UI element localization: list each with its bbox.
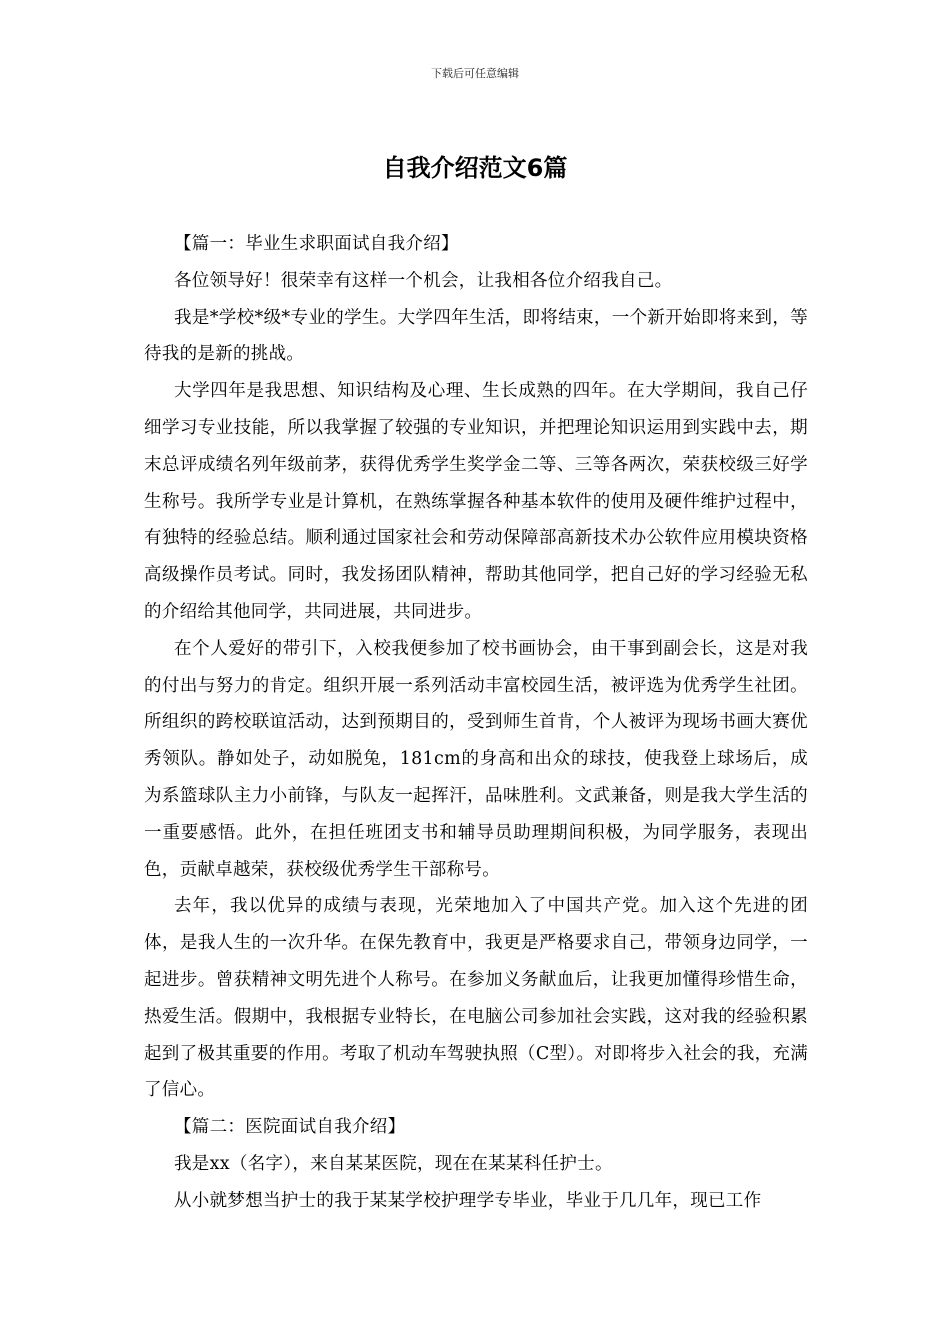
body-paragraph: 在个人爱好的带引下，入校我便参加了校书画协会，由干事到副会长，这是对我的付出与努力的肯定。组织开展一系列活动丰富校园生活，被评选为优秀学生社团。所组织的跨校联谊活动，达到预期目的，受到师生首肯，个人被评为现场书画大赛优秀领队。静如处子，动如脱兔，181cm的身高和出众的球技，使我登上球场后，成为系篮球队主力小前锋，与队友一起挥汗，品味胜利。文武兼备，则是我大学生活的一重要感悟。此外，在担任班团支书和辅导员助理期间积极，为同学服务，表现出色，贡献卓越荣，获校级优秀学生干部称号。: [144, 638, 808, 880]
section-heading-2: 【篇二：医院面试自我介绍】: [174, 1117, 406, 1138]
body-paragraph: 我是xx（名字），来自某某医院，现在在某某科任护士。: [174, 1153, 613, 1174]
body-paragraph: 去年，我以优异的成绩与表现，光荣地加入了中国共产党。加入这个先进的团体，是我人生的一次升华。在保先教育中，我更是严格要求自己，带领身边同学，一起进步。曾获精神文明先进个人称号。在参加义务献血后，让我更加懂得珍惜生命，热爱生活。假期中，我根据专业特长，在电脑公司参加社会实践，这对我的经验积累起到了极其重要的作用。考取了机动车驾驶执照（C型）。对即将步入社会的我，充满了信心。: [144, 896, 808, 1101]
body-paragraph: 大学四年是我思想、知识结构及心理、生长成熟的四年。在大学期间，我自己仔细学习专业技能，所以我掌握了较强的专业知识，并把理论知识运用到实践中去，期末总评成绩名列年级前茅，获得优秀学生奖学金二等、三等各两次，荣获校级三好学生称号。我所学专业是计算机，在熟练掌握各种基本软件的使用及硬件维护过程中，有独特的经验总结。顺利通过国家社会和劳动保障部高新技术办公软件应用模块资格高级操作员考试。同时，我发扬团队精神，帮助其他同学，把自己好的学习经验无私的介绍给其他同学，共同进展，共同进步。: [144, 381, 808, 622]
document-body: [144, 226, 808, 1220]
body-paragraph: 我是*学校*级*专业的学生。大学四年生活，即将结束，一个新开始即将来到，等待我的是新的挑战。: [144, 307, 808, 365]
page-header-note: 下载后可任意编辑: [431, 67, 519, 80]
body-paragraph: 各位领导好！很荣幸有这样一个机会，让我相各位介绍我自己。: [174, 270, 673, 291]
document-title: 自我介绍范文6篇: [382, 154, 568, 182]
body-paragraph: 从小就梦想当护士的我于某某学校护理学专毕业，毕业于几几年，现已工作: [174, 1190, 762, 1211]
section-heading-1: 【篇一：毕业生求职面试自我介绍】: [174, 234, 459, 254]
